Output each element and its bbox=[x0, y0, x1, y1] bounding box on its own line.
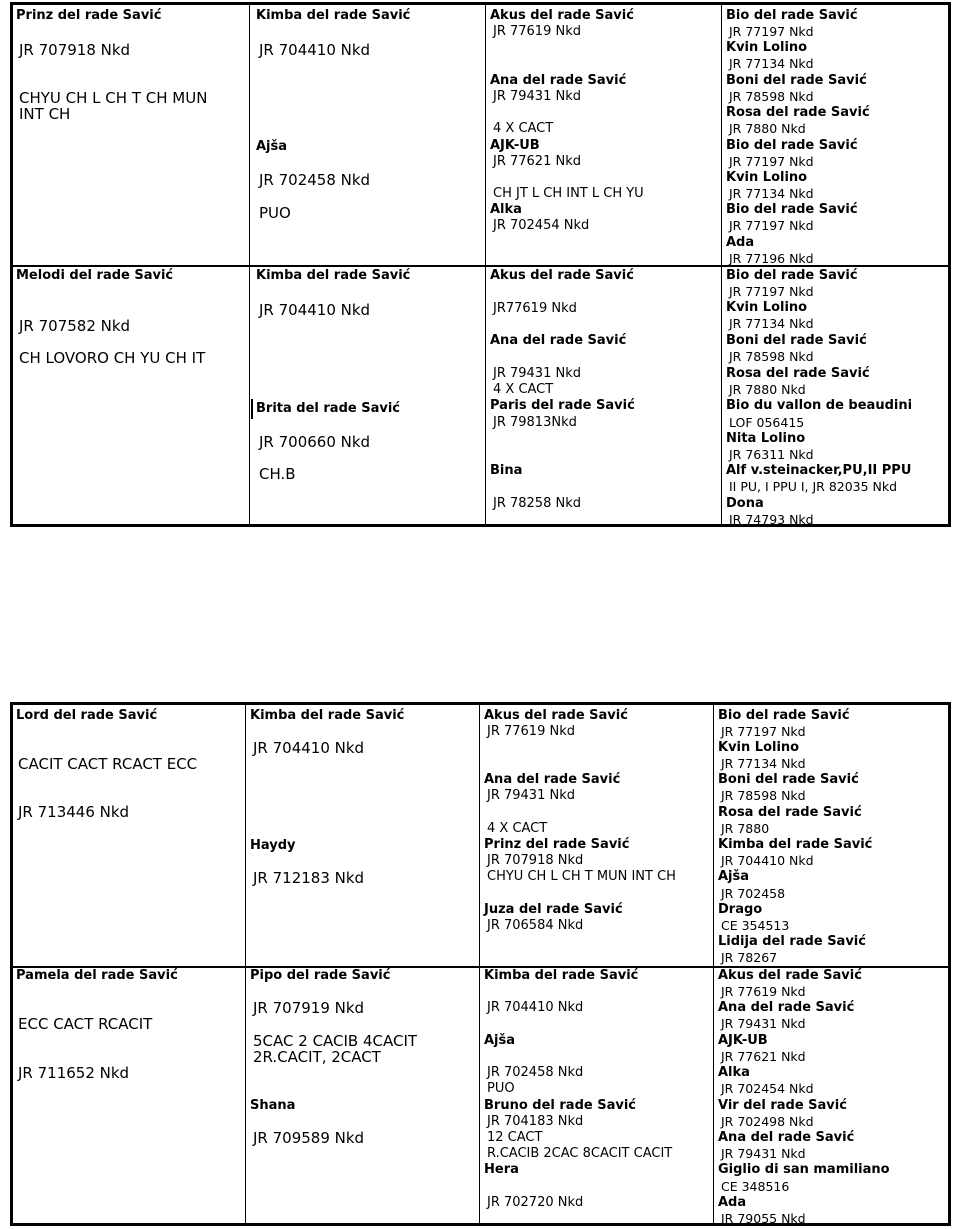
gen3-name: Hera bbox=[484, 1162, 519, 1177]
gen4-reg: CE 348516 bbox=[721, 1179, 790, 1194]
gen4-name: Vir del rade Savić bbox=[718, 1098, 847, 1113]
column-divider bbox=[721, 5, 722, 524]
gen3-name: Ana del rade Savić bbox=[490, 73, 627, 88]
gen3-name: Juza del rade Savić bbox=[484, 902, 623, 917]
dam-reg: JR 711652 Nkd bbox=[18, 1064, 130, 1082]
gen4-name: AJK-UB bbox=[718, 1033, 768, 1048]
gen4-reg: II PU, I PPU I, JR 82035 Nkd bbox=[729, 479, 898, 494]
gen3-titles: PUO bbox=[487, 1081, 515, 1096]
gen3-reg: JR 702720 Nkd bbox=[487, 1195, 584, 1210]
gen3-reg: JR 707918 Nkd bbox=[487, 853, 584, 868]
gen3-name: Paris del rade Savić bbox=[490, 398, 635, 413]
gen4-reg: JR 79431 Nkd bbox=[721, 1146, 806, 1161]
gen4-reg: JR 77197 Nkd bbox=[721, 724, 806, 739]
gen4-name: Kvin Lolino bbox=[726, 170, 808, 185]
gen3-reg: JR 77621 Nkd bbox=[493, 154, 581, 169]
gen3-titles: 4 X CACT bbox=[493, 121, 554, 136]
gen2-name: Haydy bbox=[250, 838, 296, 853]
gen3-reg: JR 702454 Nkd bbox=[493, 218, 590, 233]
gen4-reg: JR 7880 bbox=[721, 821, 770, 836]
gen4-reg: JR 74793 Nkd bbox=[729, 512, 814, 527]
gen2-reg: JR 700660 Nkd bbox=[259, 433, 371, 451]
gen4-name: Drago bbox=[718, 902, 763, 917]
gen4-name: Boni del rade Savić bbox=[726, 333, 867, 348]
column-marker bbox=[251, 399, 253, 419]
gen4-reg: JR 79055 Nkd bbox=[721, 1211, 806, 1226]
gen3-reg: JR 79813Nkd bbox=[493, 415, 577, 430]
dam-reg: JR 707582 Nkd bbox=[19, 317, 131, 335]
gen4-reg: JR 7880 Nkd bbox=[729, 121, 806, 136]
gen3-name: Akus del rade Savić bbox=[484, 708, 628, 723]
gen4-reg: JR 78598 Nkd bbox=[729, 89, 814, 104]
gen2-name: Kimba del rade Savić bbox=[256, 268, 411, 283]
gen2-reg: JR 704410 Nkd bbox=[259, 301, 371, 319]
gen3-name: Ajša bbox=[484, 1033, 516, 1048]
gen4-name: Alka bbox=[718, 1065, 750, 1080]
gen2-name: Brita del rade Savić bbox=[256, 401, 400, 416]
gen3-name: AJK-UB bbox=[490, 138, 540, 153]
gen3-titles: CHYU CH L CH T MUN INT CH bbox=[487, 869, 676, 884]
gen2-titles: 5CAC 2 CACIB 4CACIT bbox=[253, 1032, 418, 1050]
gen2-reg: JR 704410 Nkd bbox=[253, 739, 365, 757]
gen4-reg: JR 76311 Nkd bbox=[729, 447, 814, 462]
gen4-name: Kvin Lolino bbox=[726, 300, 808, 315]
gen3-reg: JR 704410 Nkd bbox=[487, 1000, 584, 1015]
gen2-titles: PUO bbox=[259, 204, 291, 222]
gen3-titles: R.CACIB 2CAC 8CACIT CACIT bbox=[487, 1146, 673, 1161]
gen2-name: Shana bbox=[250, 1098, 296, 1113]
dam-name: Pamela del rade Savić bbox=[16, 968, 178, 983]
gen4-reg: JR 77197 Nkd bbox=[729, 154, 814, 169]
gen3-name: Bruno del rade Savić bbox=[484, 1098, 636, 1113]
gen4-reg: JR 704410 Nkd bbox=[721, 853, 814, 868]
gen4-reg: LOF 056415 bbox=[729, 415, 805, 430]
gen4-reg: JR 77197 Nkd bbox=[729, 24, 814, 39]
gen3-name: Kimba del rade Savić bbox=[484, 968, 639, 983]
gen2-name: Ajša bbox=[256, 139, 288, 154]
sire-name: Lord del rade Savić bbox=[16, 708, 158, 723]
gen4-name: Ajša bbox=[718, 869, 750, 884]
gen4-reg: JR 702498 Nkd bbox=[721, 1114, 814, 1129]
gen4-reg: JR 77134 Nkd bbox=[729, 186, 814, 201]
gen4-name: Ana del rade Savić bbox=[718, 1130, 855, 1145]
sire-reg: JR 713446 Nkd bbox=[18, 803, 130, 821]
gen2-reg: JR 707919 Nkd bbox=[253, 999, 365, 1017]
gen4-reg: JR 78598 Nkd bbox=[729, 349, 814, 364]
gen4-name: Bio del rade Savić bbox=[726, 138, 858, 153]
column-divider bbox=[479, 705, 480, 1223]
column-divider bbox=[245, 705, 246, 1223]
dam-name: Melodi del rade Savić bbox=[16, 268, 174, 283]
column-divider bbox=[713, 705, 714, 1223]
gen4-reg: JR 77134 Nkd bbox=[721, 756, 806, 771]
gen4-name: Rosa del rade Savić bbox=[726, 366, 870, 381]
gen2-name: Kimba del rade Savić bbox=[250, 708, 405, 723]
gen2-reg: JR 702458 Nkd bbox=[259, 171, 371, 189]
gen3-reg: JR 79431 Nkd bbox=[493, 366, 581, 381]
dam-titles: ECC CACT RCACIT bbox=[18, 1015, 153, 1033]
gen4-name: Rosa del rade Savić bbox=[718, 805, 862, 820]
gen4-name: Nita Lolino bbox=[726, 431, 806, 446]
gen4-reg: JR 77134 Nkd bbox=[729, 316, 814, 331]
gen2-reg: JR 712183 Nkd bbox=[253, 869, 365, 887]
column-divider bbox=[485, 5, 486, 524]
gen3-titles: 12 CACT bbox=[487, 1130, 543, 1145]
sire-name: Prinz del rade Savić bbox=[16, 8, 162, 23]
gen3-reg: JR 77619 Nkd bbox=[487, 724, 575, 739]
gen4-reg: JR 702454 Nkd bbox=[721, 1081, 814, 1096]
gen3-reg: JR 77619 Nkd bbox=[493, 24, 581, 39]
gen4-reg: JR 77197 Nkd bbox=[729, 218, 814, 233]
gen4-reg: JR 79431 Nkd bbox=[721, 1016, 806, 1031]
gen4-name: Ada bbox=[718, 1195, 747, 1210]
gen3-reg: JR 79431 Nkd bbox=[493, 89, 581, 104]
column-divider bbox=[249, 5, 250, 524]
gen4-reg: JR 77196 Nkd bbox=[729, 251, 814, 266]
gen3-name: Bina bbox=[490, 463, 523, 478]
gen2-name: Kimba del rade Savić bbox=[256, 8, 411, 23]
gen4-name: Boni del rade Savić bbox=[726, 73, 867, 88]
gen4-name: Rosa del rade Savić bbox=[726, 105, 870, 120]
gen4-name: Giglio di san mamiliano bbox=[718, 1162, 890, 1177]
gen4-name: Kimba del rade Savić bbox=[718, 837, 873, 852]
gen4-name: Bio del rade Savić bbox=[718, 708, 850, 723]
gen2-titles: CH.B bbox=[259, 465, 296, 483]
sire-titles: CHYU CH L CH T CH MUN INT CH bbox=[19, 89, 208, 123]
gen4-name: Alf v.steinacker,PU,II PPU bbox=[726, 463, 912, 478]
pedigree-table-1 bbox=[10, 2, 951, 527]
gen3-titles: CH JT L CH INT L CH YU bbox=[493, 186, 644, 201]
gen3-name: Alka bbox=[490, 202, 522, 217]
gen2-reg: JR 709589 Nkd bbox=[253, 1129, 365, 1147]
sire-titles: CACIT CACT RCACT ECC bbox=[18, 755, 198, 773]
gen3-reg: JR 79431 Nkd bbox=[487, 788, 575, 803]
gen4-name: Boni del rade Savić bbox=[718, 772, 859, 787]
sire-reg: JR 707918 Nkd bbox=[19, 41, 131, 59]
dam-titles: CH LOVORO CH YU CH IT bbox=[19, 349, 206, 367]
gen4-reg: CE 354513 bbox=[721, 918, 790, 933]
gen4-name: Bio du vallon de beaudini bbox=[726, 398, 913, 413]
gen3-titles: 4 X CACT bbox=[493, 382, 554, 397]
gen4-name: Dona bbox=[726, 496, 764, 511]
gen3-reg: JR 706584 Nkd bbox=[487, 918, 584, 933]
gen4-name: Kvin Lolino bbox=[718, 740, 800, 755]
gen2-name: Pipo del rade Savić bbox=[250, 968, 391, 983]
gen4-name: Kvin Lolino bbox=[726, 40, 808, 55]
gen3-name: Akus del rade Savić bbox=[490, 268, 634, 283]
gen4-name: Akus del rade Savić bbox=[718, 968, 862, 983]
gen4-reg: JR 77621 Nkd bbox=[721, 1049, 806, 1064]
gen4-name: Ada bbox=[726, 235, 755, 250]
gen4-name: Lidija del rade Savić bbox=[718, 934, 866, 949]
gen3-name: Ana del rade Savić bbox=[484, 772, 621, 787]
gen3-reg: JR77619 Nkd bbox=[493, 301, 577, 316]
gen4-name: Ana del rade Savić bbox=[718, 1000, 855, 1015]
gen3-name: Ana del rade Savić bbox=[490, 333, 627, 348]
gen3-reg: JR 704183 Nkd bbox=[487, 1114, 584, 1129]
gen4-reg: JR 702458 bbox=[721, 886, 786, 901]
gen3-name: Akus del rade Savić bbox=[490, 8, 634, 23]
gen4-reg: JR 78598 Nkd bbox=[721, 788, 806, 803]
gen3-reg: JR 78258 Nkd bbox=[493, 496, 581, 511]
gen4-name: Bio del rade Savić bbox=[726, 268, 858, 283]
gen2-reg: JR 704410 Nkd bbox=[259, 41, 371, 59]
gen4-reg: JR 77619 Nkd bbox=[721, 984, 806, 999]
gen4-name: Bio del rade Savić bbox=[726, 202, 858, 217]
gen4-reg: JR 78267 bbox=[721, 950, 778, 965]
gen3-name: Prinz del rade Savić bbox=[484, 837, 630, 852]
gen2-titles: 2R.CACIT, 2CACT bbox=[253, 1048, 381, 1066]
gen4-reg: JR 77134 Nkd bbox=[729, 56, 814, 71]
gen3-reg: JR 702458 Nkd bbox=[487, 1065, 584, 1080]
pedigree-table-2 bbox=[10, 702, 951, 1226]
gen4-reg: JR 77197 Nkd bbox=[729, 284, 814, 299]
gen4-name: Bio del rade Savić bbox=[726, 8, 858, 23]
gen3-titles: 4 X CACT bbox=[487, 821, 548, 836]
gen4-reg: JR 7880 Nkd bbox=[729, 382, 806, 397]
